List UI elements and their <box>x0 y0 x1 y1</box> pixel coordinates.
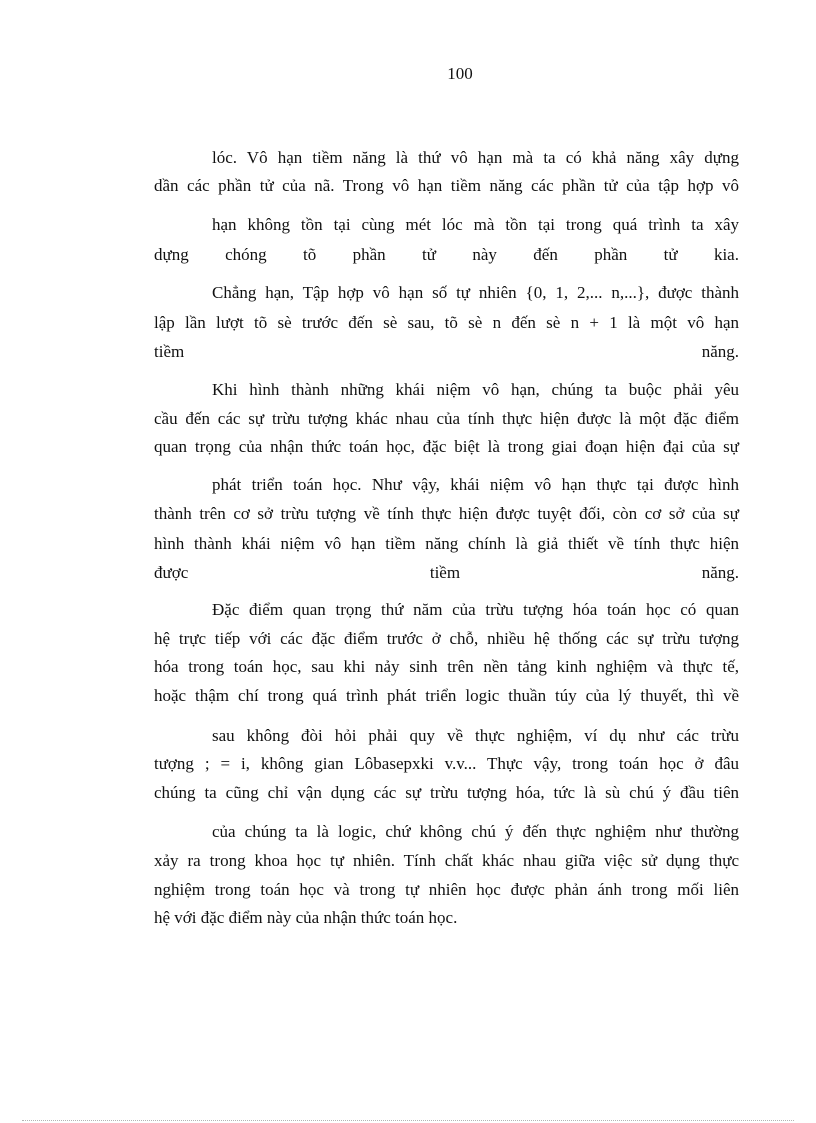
text-line: Khi hình thành những khái niệm vô hạn, chúng ta buộc phải yêu <box>212 380 739 399</box>
text-line: dần các phần tử của nã. Trong vô hạn tiềm năng các phần tử của tập hợp vô <box>154 176 739 195</box>
word: tõ <box>303 245 317 264</box>
text-line: nghiệm trong toán học và trong tự nhiên học được phản ánh trong mối liên <box>154 880 739 899</box>
text-line: Chẳng hạn, Tập hợp vô hạn số tự nhiên {0, 1, 2,... n,...}, được thành <box>212 283 739 302</box>
word: tiềm <box>429 563 461 582</box>
word: phần <box>352 245 386 264</box>
text-line-spread <box>154 340 739 364</box>
text-line: tượng ; = i, không gian Lôbasepxki v.v... Thực vậy, trong toán học ở đâu <box>154 754 739 773</box>
text-line: lóc. Vô hạn tiềm năng là thứ vô hạn mà ta có khả năng xây dựng <box>212 148 739 167</box>
word: phần <box>594 245 628 264</box>
text-line: quan trọng của nhận thức toán học, đặc biệt là trong giai đoạn hiện đại của sự <box>154 437 739 456</box>
text-line: xảy ra trong khoa học tự nhiên. Tính chất khác nhau giữa việc sử dụng thực <box>154 851 739 870</box>
text-line: sau không đòi hỏi phải quy về thực nghiệm, ví dụ như các trừu <box>212 726 739 745</box>
text-line: phát triển toán học. Như vậy, khái niệm vô hạn thực tại được hình <box>212 475 739 494</box>
text-line: hệ trực tiếp với các đặc điểm trước ở chỗ, nhiều hệ thống các sự trừu tượng <box>154 629 739 648</box>
text-line: lập lần lượt tõ sè trước đến sè sau, tõ sè n đến sè n + 1 là một vô hạn <box>154 313 739 332</box>
word: được <box>154 563 189 582</box>
word: dựng <box>154 245 189 264</box>
text-line: chúng ta cũng chỉ vận dụng các sự trừu tượng hóa, tức là sù chú ý đầu tiên <box>154 783 739 802</box>
text-line-spread <box>154 561 739 585</box>
word: tiềm <box>154 342 185 361</box>
word: năng. <box>701 563 739 582</box>
word: chóng <box>225 245 267 264</box>
text-line: hình thành khái niệm vô hạn tiềm năng chính là giả thiết về tính thực hiện <box>154 534 739 553</box>
text-line: hạn không tồn tại cùng mét lóc mà tồn tại trong quá trình ta xây <box>212 215 739 234</box>
text-line: của chúng ta là logic, chứ không chú ý đến thực nghiệm như thường <box>212 822 739 841</box>
word: này <box>472 245 497 264</box>
word: tử <box>663 245 678 264</box>
text-line: Đặc điểm quan trọng thứ năm của trừu tượng hóa toán học có quan <box>212 600 739 619</box>
text-line: cầu đến các sự trừu tượng khác nhau của tính thực hiện được là một đặc điểm <box>154 409 739 428</box>
text-line-spread <box>154 243 739 267</box>
word: tử <box>422 245 436 264</box>
text-line: hóa trong toán học, sau khi nảy sinh trên nền tảng kinh nghiệm và thực tế, <box>154 657 739 676</box>
text-line: hoặc thậm chí trong quá trình phát triển logic thuần túy của lý thuyết, thì về <box>154 686 739 705</box>
text-line: hệ với đặc điểm này của nhận thức toán học. <box>154 908 458 927</box>
word: năng. <box>701 342 739 361</box>
word: kia. <box>713 245 739 264</box>
page-number: 100 <box>447 64 473 83</box>
word: đến <box>533 245 558 264</box>
text-line: thành trên cơ sở trừu tượng về tính thực hiện được tuyệt đối, còn cơ sở của sự <box>154 504 739 523</box>
footer-rule <box>22 1120 794 1121</box>
